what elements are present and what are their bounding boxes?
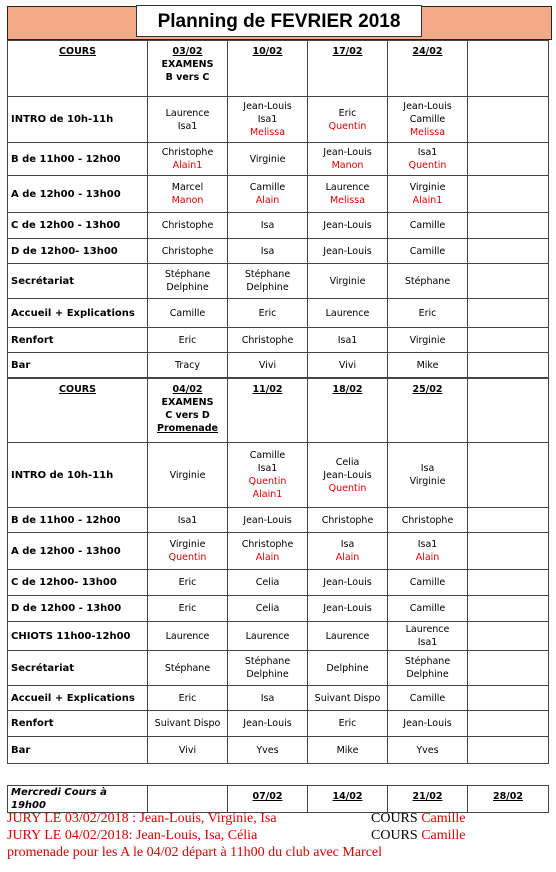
schedule-table-1 (7, 40, 549, 378)
row-label: Bar (8, 353, 148, 378)
header-date (388, 379, 468, 443)
cours-1-label: COURS (371, 811, 418, 826)
assignee: Eric (338, 107, 357, 119)
assignee: Eric (258, 307, 277, 319)
header-date (308, 41, 388, 97)
schedule-cell (388, 328, 468, 353)
assignee: Camille (249, 450, 286, 461)
assignee: Vivi (178, 744, 197, 756)
assignee: Isa (340, 539, 355, 550)
header-date (148, 41, 228, 97)
schedule-cell (468, 533, 549, 570)
assignee: Isa1 (417, 147, 438, 158)
schedule-cell (468, 328, 549, 353)
schedule-cell (228, 570, 308, 596)
schedule-cell (388, 533, 468, 570)
row-label: C de 12h00 - 13h00 (8, 213, 148, 239)
header-date (468, 379, 549, 443)
assignee-red: Quentin (248, 476, 287, 487)
schedule-cell (228, 143, 308, 176)
assignee-red: Manon (331, 160, 364, 171)
schedule-cell (228, 299, 308, 328)
assignee: Virginie (169, 539, 206, 550)
schedule-cell (308, 328, 388, 353)
schedule-cell (308, 508, 388, 533)
schedule-cell (468, 97, 549, 143)
schedule-cell (308, 264, 388, 299)
assignee: Stéphane (244, 656, 291, 667)
assignee: Vivi (338, 359, 357, 371)
schedule-table-2 (7, 378, 549, 764)
jury-1-text: JURY LE 03/02/2018 : Jean-Louis, Virginie, Isa (7, 811, 277, 826)
table-row (8, 353, 549, 378)
schedule-cell (228, 213, 308, 239)
schedule-cell (148, 328, 228, 353)
assignee: Eric (178, 603, 197, 614)
schedule-cell (388, 443, 468, 508)
assignee: Celia (255, 603, 280, 614)
assignee-red: Alain (255, 195, 280, 206)
schedule-cell (148, 686, 228, 711)
assignee: Christophe (161, 147, 214, 158)
schedule-cell (308, 686, 388, 711)
schedule-cell (228, 328, 308, 353)
assignee: Laurence (245, 630, 290, 642)
assignee: Eric (418, 307, 437, 319)
schedule-cell (388, 213, 468, 239)
cours-1-name: Camille (421, 811, 466, 826)
assignee: Delphine (166, 282, 209, 293)
schedule-cell (468, 596, 549, 622)
assignee: Delphine (246, 669, 289, 680)
header-date (388, 41, 468, 97)
schedule-cell (148, 737, 228, 764)
schedule-cell (468, 353, 549, 378)
assignee: Eric (338, 718, 357, 729)
assignee-red: Quentin (328, 120, 367, 132)
table-row (8, 143, 549, 176)
header-date (308, 379, 388, 443)
notes-block (7, 810, 552, 861)
schedule-cell (148, 508, 228, 533)
assignee-red: Quentin (328, 482, 367, 494)
header-date-label: COURS (59, 46, 96, 57)
schedule-cell (468, 299, 549, 328)
assignee: Jean-Louis (403, 101, 452, 112)
schedule-cell (228, 737, 308, 764)
assignee: Stéphane (404, 275, 451, 287)
assignee-red: Quentin (168, 552, 207, 563)
assignee: Isa (260, 220, 275, 231)
assignee: Camille (409, 692, 446, 704)
assignee: Virginie (409, 182, 446, 193)
row-label: INTRO de 10h-11h (8, 443, 148, 508)
assignee: Jean-Louis (243, 718, 292, 729)
assignee: Laurence (165, 630, 210, 642)
assignee: Jean-Louis (243, 101, 292, 112)
assignee: Jean-Louis (323, 220, 372, 231)
note-promenade (7, 844, 552, 861)
assignee-red: Alain1 (252, 489, 283, 500)
schedule-cell (468, 686, 549, 711)
schedule-cell (468, 737, 549, 764)
header-row (8, 379, 549, 443)
assignee-red: Manon (171, 195, 204, 206)
table-row (8, 570, 549, 596)
schedule-cell (388, 176, 468, 213)
header-date (148, 379, 228, 443)
assignee: Laurence (325, 630, 370, 642)
cours-2-name: Camille (421, 828, 466, 843)
assignee: Laurence (405, 624, 450, 635)
table-row (8, 239, 549, 264)
schedule-cell (228, 176, 308, 213)
schedule-cell (468, 570, 549, 596)
schedule-cell (308, 213, 388, 239)
assignee: Eric (178, 334, 197, 346)
table-row (8, 596, 549, 622)
table-row (8, 686, 549, 711)
assignee: Virginie (409, 334, 446, 346)
table-row (8, 264, 549, 299)
note-jury-2 (7, 827, 552, 844)
row-label: A de 12h00 - 13h00 (8, 533, 148, 570)
wednesday-table (7, 785, 549, 813)
assignee: Celia (335, 456, 360, 468)
schedule-cell (468, 239, 549, 264)
schedule-cell (308, 596, 388, 622)
header-date-label: 03/02 (172, 46, 203, 57)
row-label: CHIOTS 11h00-12h00 (8, 622, 148, 651)
schedule-cell (308, 651, 388, 686)
assignee: Camille (169, 307, 206, 319)
assignee-red: Quentin (408, 160, 447, 171)
assignee: Camille (249, 182, 286, 193)
table-row (8, 299, 549, 328)
schedule-cell (468, 213, 549, 239)
schedule-cell (388, 686, 468, 711)
schedule-cell (228, 533, 308, 570)
header-date-label: COURS (59, 384, 96, 395)
assignee: Jean-Louis (403, 718, 452, 729)
assignee: Yves (416, 744, 439, 756)
assignee: Stéphane (164, 662, 211, 674)
assignee: Isa1 (177, 514, 198, 526)
assignee: Jean-Louis (243, 514, 292, 526)
schedule-cell (228, 353, 308, 378)
row-label: Secrétariat (8, 264, 148, 299)
assignee: Suivant Dispo (154, 718, 221, 729)
schedule-cell (148, 97, 228, 143)
schedule-cell (228, 711, 308, 737)
table-row (8, 443, 549, 508)
assignee-red: Alain (415, 552, 440, 563)
header-date-label: 04/02 (172, 384, 203, 395)
assignee: Delphine (326, 662, 369, 674)
row-label: B de 11h00 - 12h00 (8, 508, 148, 533)
assignee: Isa1 (177, 120, 198, 132)
header-date-label: 25/02 (412, 384, 443, 395)
header-sub-label: EXAMENS (161, 397, 214, 408)
assignee: Marcel (171, 182, 204, 193)
assignee: Yves (256, 744, 279, 756)
schedule-cell (148, 213, 228, 239)
assignee: Virginie (249, 153, 286, 165)
header-date-label: 17/02 (332, 46, 363, 57)
table-row (8, 533, 549, 570)
schedule-cell (468, 622, 549, 651)
assignee-red: Alain (335, 552, 360, 563)
assignee: Jean-Louis (323, 469, 372, 481)
jury-2-text: JURY LE 04/02/2018: Jean-Louis, Isa, Célia (7, 828, 258, 843)
assignee: Suivant Dispo (314, 692, 381, 704)
schedule-cell (228, 651, 308, 686)
schedule-cell (148, 264, 228, 299)
schedule-cell (228, 239, 308, 264)
row-label: A de 12h00 - 13h00 (8, 176, 148, 213)
schedule-cell (388, 264, 468, 299)
note-jury-1 (7, 810, 552, 827)
schedule-cell (228, 596, 308, 622)
schedule-cell (388, 97, 468, 143)
assignee: Christophe (241, 539, 294, 550)
assignee: Laurence (165, 107, 210, 119)
assignee: Mike (336, 744, 359, 756)
schedule-cell (148, 443, 228, 508)
header-date-label: 10/02 (252, 46, 283, 57)
schedule-cell (388, 596, 468, 622)
schedule-cell (228, 97, 308, 143)
schedule-cell (388, 622, 468, 651)
assignee: Christophe (161, 220, 214, 231)
wednesday-date: 07/02 (228, 786, 308, 813)
assignee: Isa1 (257, 114, 278, 125)
header-row (8, 41, 549, 97)
schedule-cell (308, 737, 388, 764)
assignee: Laurence (325, 182, 370, 193)
schedule-cell (388, 570, 468, 596)
header-date (228, 379, 308, 443)
row-label: D de 12h00- 13h00 (8, 239, 148, 264)
wednesday-date: 28/02 (468, 786, 549, 813)
assignee-red: Alain1 (172, 160, 203, 171)
header-date (228, 41, 308, 97)
assignee-red: Melissa (329, 195, 366, 206)
assignee: Christophe (401, 514, 454, 526)
schedule-cell (148, 299, 228, 328)
wednesday-label: Mercredi Cours à 19h00 (8, 786, 148, 813)
schedule-cell (228, 443, 308, 508)
schedule-cell (308, 97, 388, 143)
header-date-label: 11/02 (252, 384, 283, 395)
assignee: Delphine (246, 282, 289, 293)
assignee: Jean-Louis (323, 603, 372, 614)
assignee: Virginie (329, 275, 366, 287)
schedule-cell (388, 353, 468, 378)
assignee: Isa1 (337, 334, 358, 346)
header-sub-label: Promenade (157, 423, 218, 434)
header-sub-label: C vers D (165, 410, 210, 421)
schedule-cell (308, 143, 388, 176)
schedule-cell (148, 570, 228, 596)
schedule-cell (388, 737, 468, 764)
assignee-red: Melissa (409, 127, 446, 138)
assignee: Camille (409, 245, 446, 257)
assignee: Tracy (175, 359, 200, 371)
schedule-cell (228, 686, 308, 711)
schedule-cell (468, 711, 549, 737)
schedule-cell (308, 711, 388, 737)
promenade-text: promenade pour les A le 04/02 départ à 11h00 du club avec Marcel (7, 845, 383, 860)
schedule-cell (388, 299, 468, 328)
schedule-cell (388, 143, 468, 176)
schedule-cell (228, 508, 308, 533)
cours-2-label: COURS (371, 828, 418, 843)
assignee: Isa (420, 463, 435, 474)
schedule-cell (308, 299, 388, 328)
schedule-cell (148, 711, 228, 737)
schedule-cell (148, 533, 228, 570)
assignee: Camille (409, 220, 446, 231)
wednesday-date: 21/02 (388, 786, 468, 813)
assignee: Camille (409, 577, 446, 588)
row-label: Secrétariat (8, 651, 148, 686)
assignee: Isa1 (417, 637, 438, 648)
assignee: Eric (178, 692, 197, 704)
header-sub-label: B vers C (165, 72, 210, 83)
schedule-cell (388, 651, 468, 686)
assignee: Isa (260, 245, 275, 257)
assignee: Stéphane (404, 656, 451, 667)
assignee: Jean-Louis (323, 147, 372, 158)
schedule-cell (468, 264, 549, 299)
schedule-cell (228, 264, 308, 299)
assignee: Jean-Louis (323, 577, 372, 588)
header-sub-label: EXAMENS (161, 59, 214, 70)
schedule-cell (468, 651, 549, 686)
assignee: Virginie (409, 476, 446, 487)
schedule-cell (148, 176, 228, 213)
schedule-cell (228, 622, 308, 651)
header-cours (8, 41, 148, 97)
assignee: Christophe (241, 334, 294, 346)
wednesday-date: 14/02 (308, 786, 388, 813)
table-row (8, 737, 549, 764)
table-row (8, 711, 549, 737)
assignee: Camille (409, 114, 446, 125)
schedule-cell (308, 239, 388, 264)
assignee: Christophe (321, 514, 374, 526)
assignee-red: Alain (255, 552, 280, 563)
wednesday-date (148, 786, 228, 813)
schedule-cell (148, 353, 228, 378)
schedule-cell (468, 443, 549, 508)
schedule-cell (148, 596, 228, 622)
schedule-cell (148, 622, 228, 651)
table-row (8, 176, 549, 213)
header-date-label: 18/02 (332, 384, 363, 395)
row-label: Bar (8, 737, 148, 764)
table-row (8, 651, 549, 686)
schedule-cell (468, 143, 549, 176)
header-date (468, 41, 549, 97)
header-cours (8, 379, 148, 443)
table-row (8, 97, 549, 143)
schedule-cell (148, 239, 228, 264)
assignee: Stéphane (164, 269, 211, 280)
row-label: Renfort (8, 328, 148, 353)
assignee: Vivi (258, 359, 277, 371)
assignee: Christophe (161, 245, 214, 257)
table-row (8, 213, 549, 239)
row-label: Renfort (8, 711, 148, 737)
assignee: Celia (255, 577, 280, 588)
schedule-cell (388, 239, 468, 264)
schedule-cell (468, 508, 549, 533)
table-row (8, 328, 549, 353)
assignee: Stéphane (244, 269, 291, 280)
assignee: Jean-Louis (323, 245, 372, 257)
assignee: Virginie (169, 469, 206, 481)
row-label: D de 12h00 - 13h00 (8, 596, 148, 622)
assignee: Camille (409, 603, 446, 614)
assignee: Isa1 (257, 463, 278, 474)
schedule-cell (388, 711, 468, 737)
assignee: Delphine (406, 669, 449, 680)
assignee: Isa1 (417, 539, 438, 550)
assignee: Isa (260, 692, 275, 704)
assignee-red: Alain1 (412, 195, 443, 206)
schedule-cell (148, 651, 228, 686)
row-label: Accueil + Explications (8, 686, 148, 711)
assignee: Mike (416, 359, 439, 371)
row-label: INTRO de 10h-11h (8, 97, 148, 143)
assignee: Laurence (325, 307, 370, 319)
schedule-cell (388, 508, 468, 533)
schedule-cell (308, 533, 388, 570)
schedule-cell (148, 143, 228, 176)
row-label: B de 11h00 - 12h00 (8, 143, 148, 176)
assignee-red: Melissa (249, 127, 286, 138)
schedule-cell (308, 176, 388, 213)
page-title: Planning de FEVRIER 2018 (136, 5, 422, 37)
schedule-cell (308, 570, 388, 596)
schedule-cell (308, 353, 388, 378)
row-label: Accueil + Explications (8, 299, 148, 328)
header-date-label: 24/02 (412, 46, 443, 57)
table-row (8, 622, 549, 651)
schedule-cell (308, 622, 388, 651)
schedule-cell (308, 443, 388, 508)
assignee: Eric (178, 577, 197, 588)
schedule-cell (468, 176, 549, 213)
table-row (8, 508, 549, 533)
row-label: C de 12h00- 13h00 (8, 570, 148, 596)
wednesday-row (8, 786, 549, 813)
